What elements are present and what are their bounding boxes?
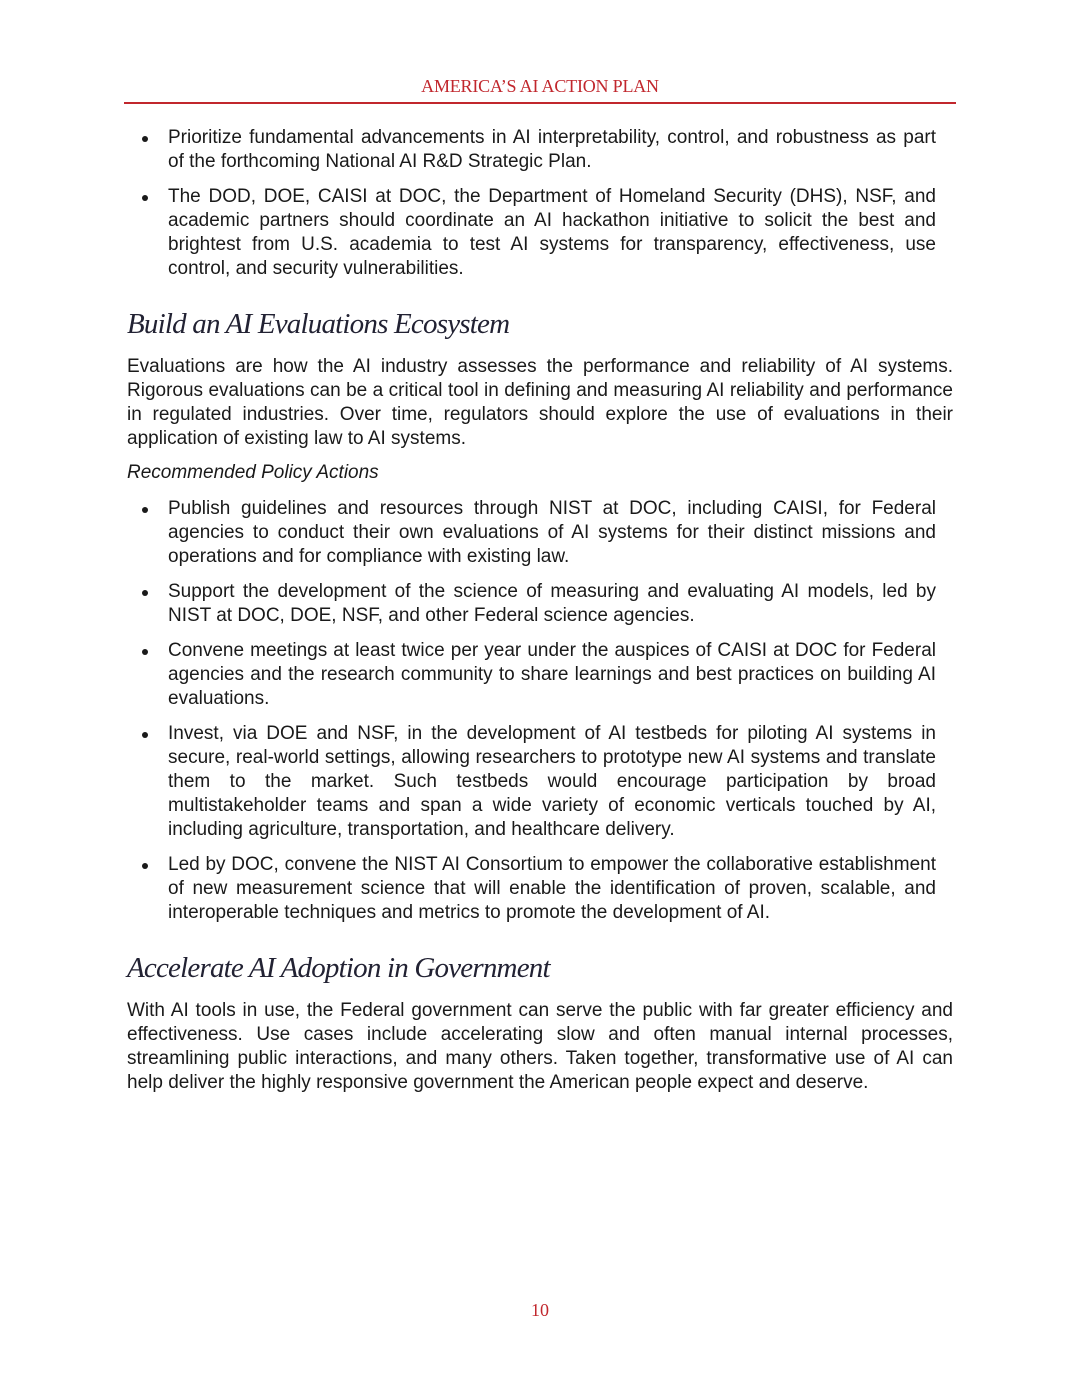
recommended-actions-subheading: Recommended Policy Actions (127, 462, 379, 483)
section-heading-adoption: Accelerate AI Adoption in Government (127, 952, 550, 984)
bullet-icon (142, 649, 148, 655)
bullet-icon (142, 507, 148, 513)
list-item-text: Support the development of the science of measuring and evaluating AI models, led by NIST at DOC, DOE, NSF, and other Federal science agencies. (168, 581, 936, 626)
policy-actions-list (127, 497, 953, 925)
list-item (127, 722, 953, 842)
list-item-text: Prioritize fundamental advancements in AI interpretability, control, and robustness as part of the forthcoming National AI R&D Strategic Plan. (168, 127, 936, 172)
list-item-text: Led by DOC, convene the NIST AI Consortium to empower the collaborative establishment of new measurement science that will enable the identification of proven, scalable, and interoperable techniques and metrics to promote the development of AI. (168, 854, 936, 923)
section-heading-evaluations: Build an AI Evaluations Ecosystem (127, 308, 510, 340)
page-number: 10 (531, 1300, 549, 1320)
bullet-icon (142, 863, 148, 869)
list-item (127, 185, 953, 281)
list-item (127, 497, 953, 569)
list-item (127, 853, 953, 925)
bullet-icon (142, 732, 148, 738)
evaluations-paragraph: Evaluations are how the AI industry assesses the performance and reliability of AI systems. Rigorous evaluations can be a critical tool in defining and measuring AI reliability and performance in regulated industries. Over time, regulators should explore the use of evaluations in their application of existing law to AI systems. (127, 356, 953, 449)
adoption-paragraph: With AI tools in use, the Federal government can serve the public with far greater efficiency and effectiveness. Use cases include accelerating slow and often manual internal processes, streamlining public interactions, and many others. Taken together, transformative use of AI can help deliver the highly responsive government the American people expect and deserve. (127, 1000, 953, 1093)
running-header-title: AMERICA’S AI ACTION PLAN (421, 76, 659, 96)
list-item-text: Invest, via DOE and NSF, in the development of AI testbeds for piloting AI systems in secure, real-world settings, allowing researchers to prototype new AI systems and translate them to the market. Such testbeds would encourage participation by broad multistakeholder teams and span a wide variety of economic verticals touched by AI, including agriculture, transportation, and healthcare delivery. (168, 723, 936, 840)
bullet-icon (142, 136, 148, 142)
header-divider (124, 102, 956, 104)
bullet-icon (142, 195, 148, 201)
bullet-icon (142, 590, 148, 596)
list-item (127, 580, 953, 628)
list-item-text: The DOD, DOE, CAISI at DOC, the Department of Homeland Security (DHS), NSF, and academic partners should coordinate an AI hackathon initiative to solicit the best and brightest from U.S. academia to test AI systems for transparency, effectiveness, use control, and security vulnerabilities. (168, 186, 936, 279)
page-content (127, 126, 953, 1095)
list-item-text: Convene meetings at least twice per year under the auspices of CAISI at DOC for Federal agencies and the research community to share learnings and best practices on building AI evaluations. (168, 640, 936, 709)
list-item (127, 639, 953, 711)
list-item-text: Publish guidelines and resources through NIST at DOC, including CAISI, for Federal agencies to conduct their own evaluations of AI systems for their distinct missions and operations and for compliance with existing law. (168, 498, 936, 567)
top-bullet-list (127, 126, 953, 281)
list-item (127, 126, 953, 174)
